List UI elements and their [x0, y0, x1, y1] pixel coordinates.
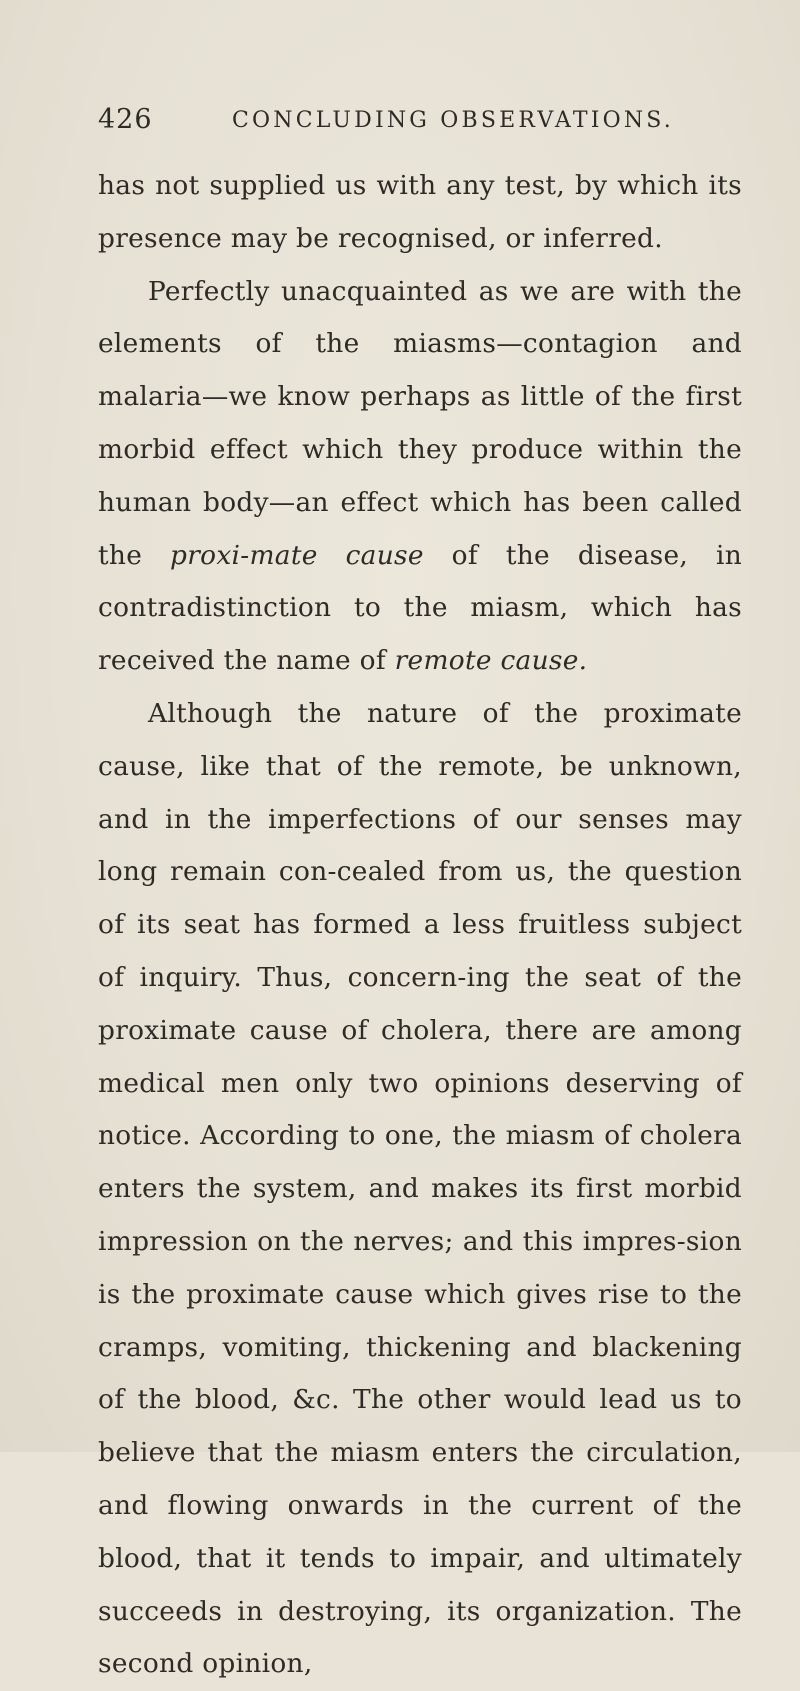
paragraph-2-text-a: Perfectly unacquainted as we are with the elements of the miasms—contagion and malaria—we know perhaps as little of the first morbid effect which they produce within the human body—an effect which has been called the — [98, 275, 742, 571]
body-text — [98, 160, 742, 1691]
page-number: 426 — [98, 104, 153, 135]
paragraph-2-italic-remote-cause: remote cause. — [394, 645, 588, 677]
paragraph-2-italic-proximate-cause: proxi-mate cause — [170, 539, 424, 571]
page-header — [98, 104, 738, 144]
paragraph-3: Although the nature of the proximate cause, like that of the remote, be unknown, and in the imperfections of our senses may long remain con-cealed from us, the question of its seat has formed a less fruitless subject of inquiry. Thus, concern-ing the seat of the proximate cause of cholera, there are among medical men only two opinions deserving of notice. According to one, the miasm of cholera enters the system, and makes its first morbid impression on the nerves; and this impres-sion is the proximate cause which gives rise to the cramps, vomiting, thickening and blackening of the blood, &c. The other would lead us to believe that the miasm enters the circulation, and flowing onwards in the current of the blood, that it tends to impair, and ultimately succeeds in destroying, its organization. The second opinion, — [98, 697, 742, 1680]
paragraph-1: has not supplied us with any test, by which its presence may be recognised, or inferred. — [98, 170, 742, 254]
paragraph-2-text-b: of the disease, in contradistinction to the miasm, which has received the name of — [98, 539, 743, 677]
running-head: CONCLUDING OBSERVATIONS. — [232, 108, 674, 133]
paragraph-2 — [98, 266, 742, 688]
